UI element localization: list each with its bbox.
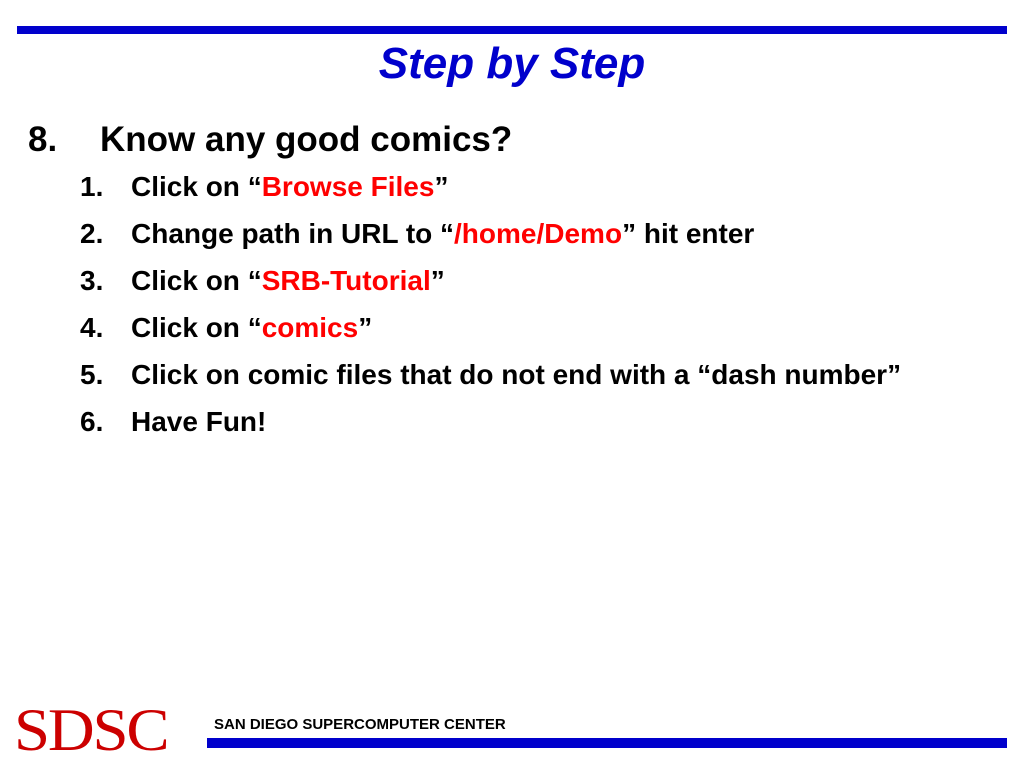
step-text: Click on “ (131, 312, 262, 343)
step-text-end: ” (434, 171, 449, 202)
step-text: Click on “ (131, 265, 262, 296)
step-item (80, 309, 980, 346)
step-number: 1. (80, 171, 104, 202)
bottom-rule (207, 738, 1007, 748)
main-list-item (28, 118, 512, 162)
step-item (80, 356, 980, 393)
step-list (80, 168, 980, 450)
step-item (80, 168, 980, 205)
step-number: 6. (80, 406, 104, 437)
step-text-end: ” hit enter (622, 218, 755, 249)
step-number: 5. (80, 359, 104, 390)
step-number: 4. (80, 312, 104, 343)
slide-title: Step by Step (378, 39, 646, 88)
step-item (80, 262, 980, 299)
step-highlight: Browse Files (261, 171, 435, 202)
step-number: 3. (80, 265, 104, 296)
step-number: 2. (80, 218, 104, 249)
main-item-text: Know any good comics? (100, 120, 513, 159)
top-rule (17, 26, 1007, 34)
step-item (80, 215, 980, 252)
step-highlight: /home/Demo (454, 218, 623, 249)
step-text-end: ” (358, 312, 373, 343)
step-highlight: SRB-Tutorial (261, 265, 431, 296)
main-item-number: 8. (28, 120, 58, 159)
step-item (80, 403, 980, 440)
step-text-end: ” (430, 265, 445, 296)
step-highlight: comics (261, 312, 359, 343)
sdsc-logo: SDSC (14, 697, 168, 763)
step-text: Change path in URL to “ (131, 218, 455, 249)
step-text: Click on comic files that do not end with a “dash number” (131, 359, 902, 390)
organization-name: SAN DIEGO SUPERCOMPUTER CENTER (214, 716, 506, 733)
step-text: Have Fun! (131, 406, 267, 437)
step-text: Click on “ (131, 171, 262, 202)
